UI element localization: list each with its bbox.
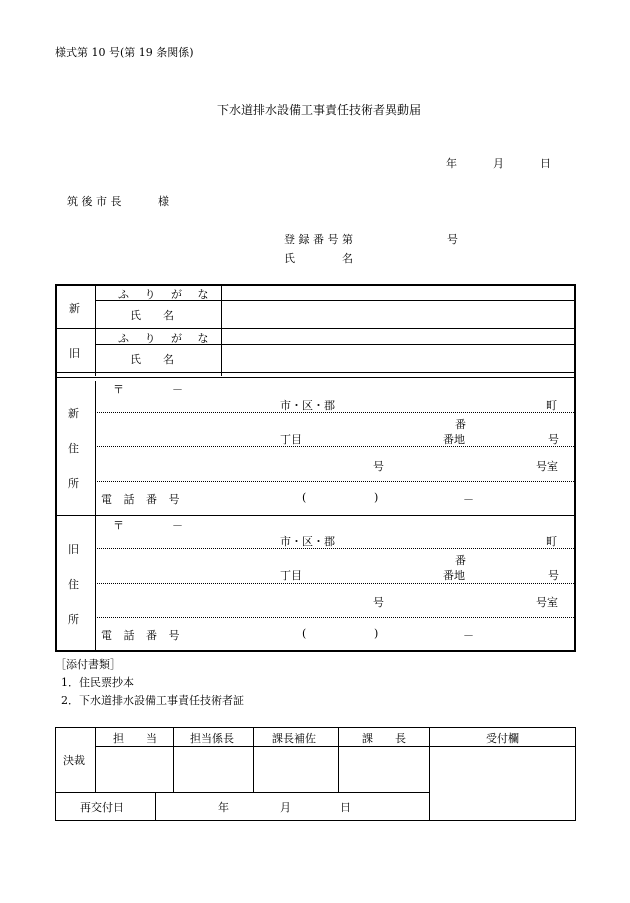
kessai-label: 決裁 [63, 754, 85, 767]
addressee-suffix: 様 [158, 195, 169, 208]
old-postal-mark: 〒 [113, 519, 124, 532]
old-ban-label: 番 [455, 554, 466, 567]
new-go2-label: 号 [373, 460, 384, 473]
date-day-label: 日 [540, 157, 551, 170]
old-address-label-3: 所 [68, 613, 79, 626]
old-name-input[interactable] [222, 345, 574, 372]
new-furigana-input[interactable] [222, 285, 574, 300]
old-city-label: 市・区・郡 [280, 535, 335, 548]
approval-col-tanto: 担 当 [113, 732, 157, 745]
grid-line [95, 727, 96, 792]
old-phone-paren-close: ) [374, 627, 379, 640]
registration-number-suffix: 号 [447, 233, 458, 246]
grid-line [95, 412, 576, 413]
old-name-label: 氏 名 [130, 353, 174, 366]
grid-line [55, 377, 576, 378]
old-phone-label: 電 話 番 号 [101, 629, 184, 642]
new-address-label-3: 所 [68, 477, 79, 490]
new-address-label-2: 住 [68, 442, 79, 455]
old-phone-paren-open: ( [302, 627, 307, 640]
grid-line [55, 372, 576, 373]
new-goshitsu-label: 号室 [536, 460, 558, 473]
grid-line [95, 548, 576, 549]
grid-line [95, 746, 576, 747]
approval-col-kakaricho: 担当係長 [190, 732, 234, 745]
reissue-date-label: 再交付日 [80, 801, 124, 814]
old-banchi-label: 番地 [443, 569, 465, 582]
new-phone-paren-close: ) [374, 491, 379, 504]
new-name-label: 氏 名 [130, 309, 174, 322]
new-postal-mark: 〒 [113, 383, 124, 396]
attachments-heading: ［添付書類］ [55, 658, 121, 671]
applicant-name-label-1: 氏 [284, 252, 295, 265]
grid-line [55, 515, 576, 516]
old-go-label: 号 [548, 569, 559, 582]
old-phone-dash: － [463, 629, 474, 642]
grid-line [338, 727, 339, 792]
new-name-input[interactable] [222, 301, 574, 328]
new-chome-label: 丁目 [280, 433, 302, 446]
reissue-day-label: 日 [340, 801, 351, 814]
new-banchi-label: 番地 [443, 433, 465, 446]
old-town-label: 町 [546, 535, 557, 548]
old-address-label-2: 住 [68, 578, 79, 591]
new-go-label: 号 [548, 433, 559, 446]
date-year-label: 年 [446, 157, 457, 170]
grid-line [95, 481, 576, 482]
grid-line [95, 381, 96, 652]
form-number: 様式第 10 号(第 19 条関係) [55, 46, 194, 59]
grid-line [95, 446, 576, 447]
grid-line [95, 583, 576, 584]
new-town-label: 町 [546, 399, 557, 412]
new-furigana-label: ふ り が な [118, 288, 215, 301]
new-ban-label: 番 [455, 418, 466, 431]
addressee: 筑 後 市 長 [67, 195, 122, 208]
reception-label: 受付欄 [486, 732, 519, 745]
grid-line [253, 727, 254, 792]
new-phone-dash: － [463, 493, 474, 506]
grid-line [429, 727, 430, 821]
old-label: 旧 [69, 347, 80, 360]
old-chome-label: 丁目 [280, 569, 302, 582]
registration-number-label: 登 録 番 号 第 [284, 233, 353, 246]
grid-line [95, 617, 576, 618]
old-postal-dash: － [172, 519, 183, 532]
reissue-month-label: 月 [280, 801, 291, 814]
grid-line [173, 727, 174, 792]
old-furigana-input[interactable] [222, 329, 574, 344]
date-month-label: 月 [493, 157, 504, 170]
old-goshitsu-label: 号室 [536, 596, 558, 609]
new-postal-dash: － [172, 383, 183, 396]
new-phone-paren-open: ( [302, 491, 307, 504]
new-city-label: 市・区・郡 [280, 399, 335, 412]
attachment-item-1: 1．住民票抄本 [61, 676, 134, 689]
approval-col-kacho: 課 長 [362, 732, 406, 745]
new-phone-label: 電 話 番 号 [101, 493, 184, 506]
old-address-label-1: 旧 [68, 543, 79, 556]
approval-col-hosa: 課長補佐 [272, 732, 316, 745]
applicant-name-label-2: 名 [342, 252, 353, 265]
grid-line [95, 284, 96, 376]
grid-line [55, 792, 429, 793]
new-address-label-1: 新 [68, 407, 79, 420]
form-title: 下水道排水設備工事責任技術者異動届 [217, 103, 422, 117]
old-go2-label: 号 [373, 596, 384, 609]
old-furigana-label: ふ り が な [118, 332, 215, 345]
attachment-item-2: 2．下水道排水設備工事責任技術者証 [61, 694, 244, 707]
reissue-year-label: 年 [218, 801, 229, 814]
new-label: 新 [69, 302, 80, 315]
grid-line [155, 792, 156, 821]
